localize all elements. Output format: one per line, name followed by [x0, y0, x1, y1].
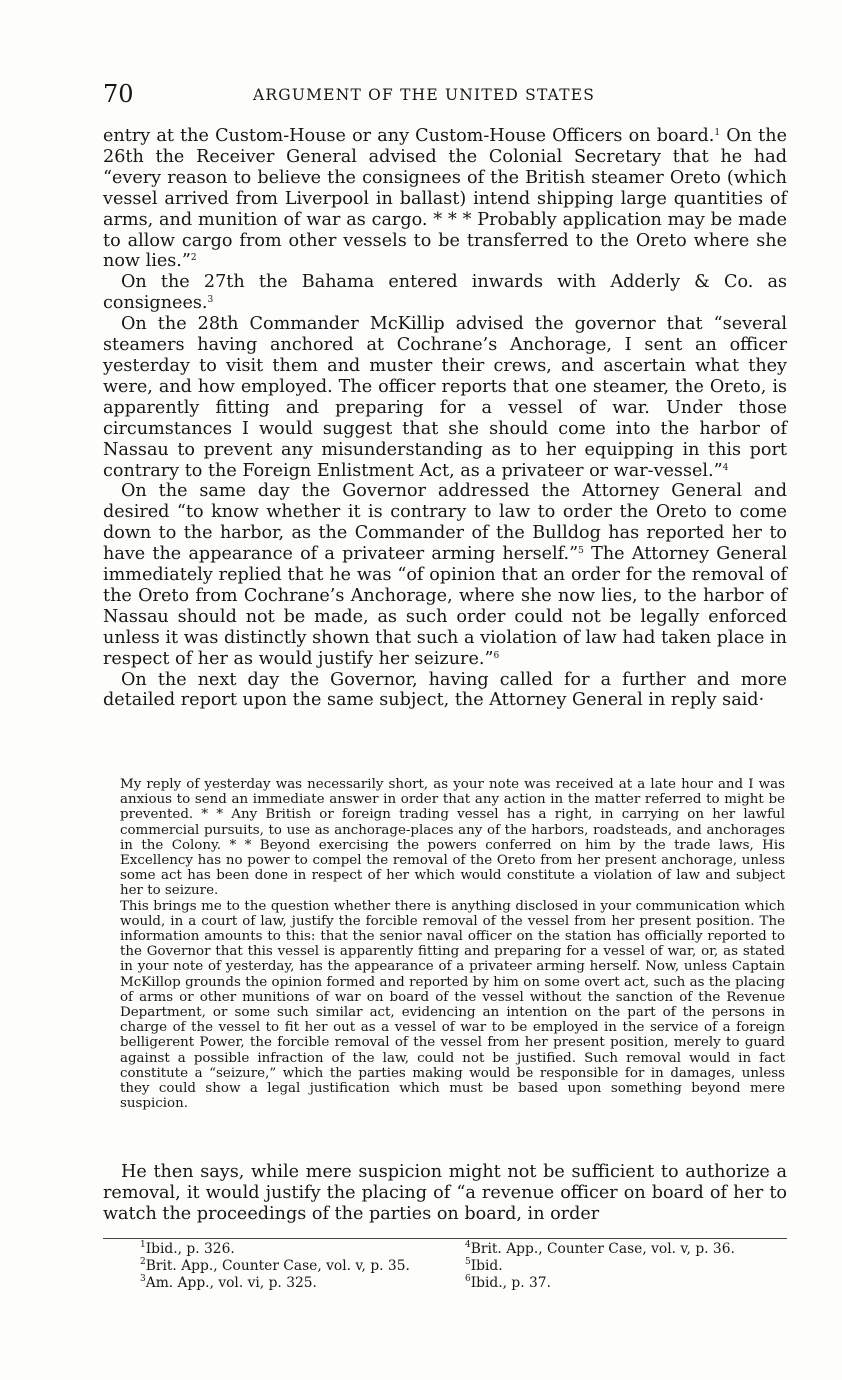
footnote: $^4$Brit. App., Counter Case, vol. v, p. 36.: [465, 1240, 735, 1257]
closing-paragraph: [103, 1162, 787, 1225]
paragraph: On the 27th the Bahama entered inwards with Adderly & Co. as consignees.$^3$: [103, 272, 787, 314]
footnote-ref: 3: [207, 295, 214, 306]
paragraph: On the next day the Governor, having called for a further and more detailed report upon the same subject, the Attorney General in reply said·: [103, 669, 787, 711]
quote-paragraph: This brings me to the question whether there is anything disclosed in your communication which would, in a court of law, justify the forcible removal of the vessel from her present position. The information amounts to this: that the senior naval officer on the station has officially reported to the Governor that this vessel is apparently fitting and preparing for a vessel of war, or, as stated in your note of yesterday, has the appearance of a privateer arming herself. Now, unless Captain McKillop grounds the opinion formed and reported by him on some overt act, such as the placing of arms or other munitions of war on board of the vessel without the sanction of the Revenue Department, or some such similar act, evidencing an intention on the part of the persons in charge of the vessel to fit her out as a vessel of war to be employed in the service of a foreign belligerent Power, the forcible removal of the vessel from her present position, merely to guard against a possible infraction of the law, could not be justified. Such removal would in fact constitute a “seizure,” which the parties making would be responsible for in damages, unless they could show a legal justification which must be based upon something beyond mere suspicion.: [120, 898, 785, 1112]
page-number: 70: [103, 80, 134, 108]
running-head: ARGUMENT OF THE UNITED STATES: [253, 86, 596, 104]
footnotes-left-column: [140, 1241, 460, 1292]
footnote: $^2$Brit. App., Counter Case, vol. v, p. 35.: [140, 1257, 410, 1274]
paragraph: On the same day the Governor addressed the Attorney General and desired “to know whether it is contrary to law to order the Oreto to come down to the harbor, as the Commander of the Bulldog has reported her to have the appearance of a privateer arming herself.”$^5$ The Attorney General immediately replied that he was “of opinion that an order for the removal of the Oreto from Cochrane’s Anchorage, where she now lies, to the harbor of Nassau should not be made, as such order could not be legally enforced unless it was distinctly shown that such a violation of law had taken place in respect of her as would justify her seizure.”$^6$: [103, 481, 788, 669]
body-text: [103, 126, 787, 711]
footnote: $^6$Ibid., p. 37.: [465, 1274, 551, 1291]
footnote: $^1$Ibid., p. 326.: [140, 1240, 235, 1257]
footnote-ref: 6: [493, 650, 500, 661]
page-header: [103, 80, 789, 110]
paragraph: entry at the Custom-House or any Custom-House Officers on board.$^1$ On the 26th the Receiver General advised the Colonial Secretary that he had “every reason to believe the consignees of the British steamer Oreto (which vessel arrived from Liverpool in ballast) intend shipping large quantities of arms, and munition of war as cargo. * * * Probably application may be made to allow cargo from other vessels to be transferred to the Oreto where she now lies.”$^2$: [103, 126, 787, 272]
block-quote: [120, 777, 785, 1111]
footnote-ref: 2: [190, 253, 197, 264]
footnote-ref: 1: [714, 128, 721, 138]
footnotes-right-column: [465, 1241, 790, 1292]
paragraph: On the 28th Commander McKillip advised the governor that “several steamers having anchored at Cochrane’s Anchorage, I sent an officer yesterday to visit them and muster their crews, and ascertain what they were, and how employed. The officer reports that one steamer, the Oreto, is apparently fitting and preparing for a vessel of war. Under those circumstances I would suggest that she should come into the harbor of Nassau to prevent any misunderstanding as to her equipping in this port contrary to the Foreign Enlistment Act, as a privateer or war-vessel.”$^4$: [103, 314, 787, 481]
footnote-rule: [103, 1238, 787, 1239]
quote-paragraph: My reply of yesterday was necessarily short, as your note was received at a late hour and I was anxious to send an immediate answer in order that any action in the matter referred to might be prevented. * * Any British or foreign trading vessel has a right, in carrying on her lawful commercial pursuits, to use as anchorage-places any of the harbors, roadsteads, and anchorages in the Colony. * * Beyond exercising the powers conferred on him by the trade laws, His Excellency has no power to compel the removal of the Oreto from her present anchorage, unless some act has been done in respect of her which would constitute a violation of law and subject her to seizure.: [120, 777, 785, 899]
paragraph: He then says, while mere suspicion might not be sufficient to authorize a removal, it would justify the placing of “a revenue officer on board of her to watch the proceedings of the parties on board, in order: [103, 1162, 787, 1224]
footnote-ref: 4: [722, 462, 729, 473]
footnote: $^3$Am. App., vol. vi, p. 325.: [140, 1274, 317, 1291]
footnote-ref: 5: [578, 546, 584, 557]
footnote: $^5$Ibid.: [465, 1257, 503, 1274]
